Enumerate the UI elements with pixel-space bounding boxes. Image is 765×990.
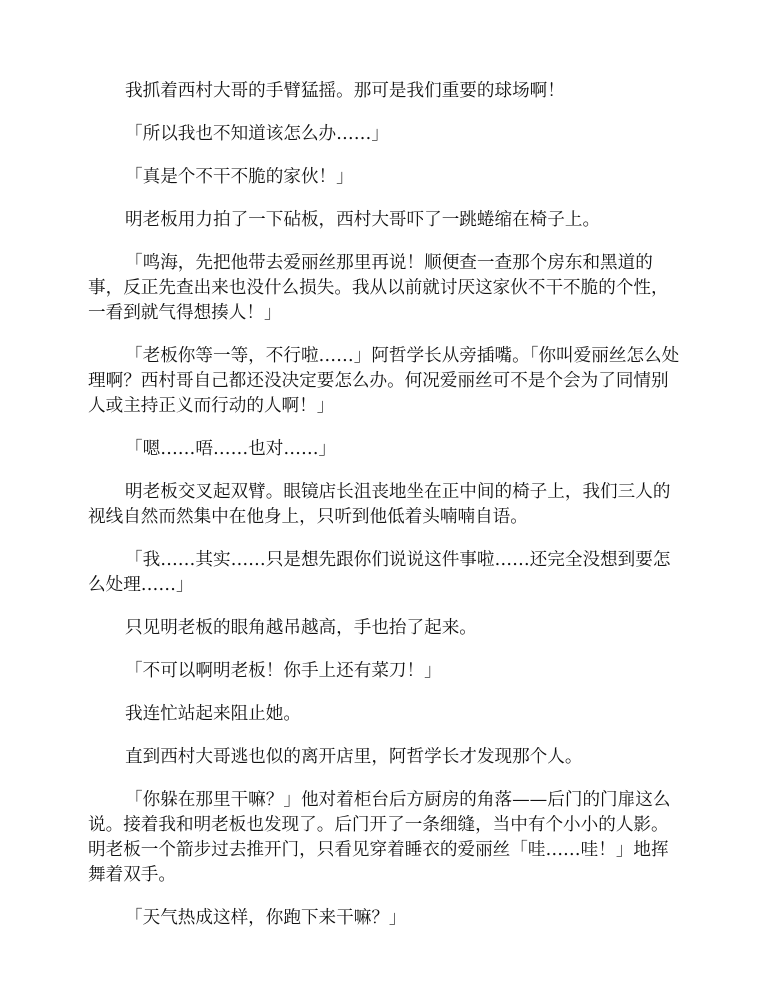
paragraph: 「鸣海，先把他带去爱丽丝那里再说！顺便查一查那个房东和黑道的事，反正先查出来也没什么损失。我从以前就讨厌这家伙不干不脆的个性，一看到就气得想揍人！」: [88, 253, 669, 323]
paragraph: 明老板交叉起双臂。眼镜店长沮丧地坐在正中间的椅子上，我们三人的视线自然而然集中在他身上，只听到他低着头喃喃自语。: [88, 482, 671, 527]
paragraph: 我抓着西村大哥的手臂猛摇。那可是我们重要的球场啊！: [125, 81, 565, 101]
paragraph: 只见明老板的眼角越吊越高，手也抬了起来。: [125, 618, 477, 638]
paragraph: 「不可以啊明老板！你手上还有菜刀！」: [125, 661, 442, 681]
paragraph: 明老板用力拍了一下砧板，西村大哥吓了一跳蜷缩在椅子上。: [125, 210, 601, 230]
paragraph: 「真是个不干不脆的家伙！」: [125, 167, 354, 187]
paragraph: 直到西村大哥逃也似的离开店里，阿哲学长才发现那个人。: [125, 747, 583, 767]
paragraph: 「我……其实……只是想先跟你们说说这件事啦……还完全没想到要怎么处理……」: [88, 550, 671, 595]
paragraph: 「你躲在那里干嘛？」他对着柜台后方厨房的角落——后门的门扉这么说。接着我和明老板也发现了。后门开了一条细缝，当中有个小小的人影。明老板一个箭步过去推开门，只看见穿着睡衣的爱丽丝「哇……哇！」地挥舞着双手。: [88, 790, 671, 885]
paragraph: 「所以我也不知道该怎么办……」: [125, 124, 389, 144]
paragraph: 「老板你等一等，不行啦……」阿哲学长从旁插嘴。「你叫爱丽丝怎么处理啊？西村哥自己都还没决定要怎么办。何况爱丽丝可不是个会为了同情别人或主持正义而行动的人啊！」: [88, 346, 680, 416]
paragraph: 「嗯……唔……也对……」: [125, 439, 337, 459]
document-page: [88, 79, 680, 949]
paragraph: 我连忙站起来阻止她。: [125, 704, 301, 724]
paragraph: 「天气热成这样，你跑下来干嘛？」: [125, 908, 407, 928]
